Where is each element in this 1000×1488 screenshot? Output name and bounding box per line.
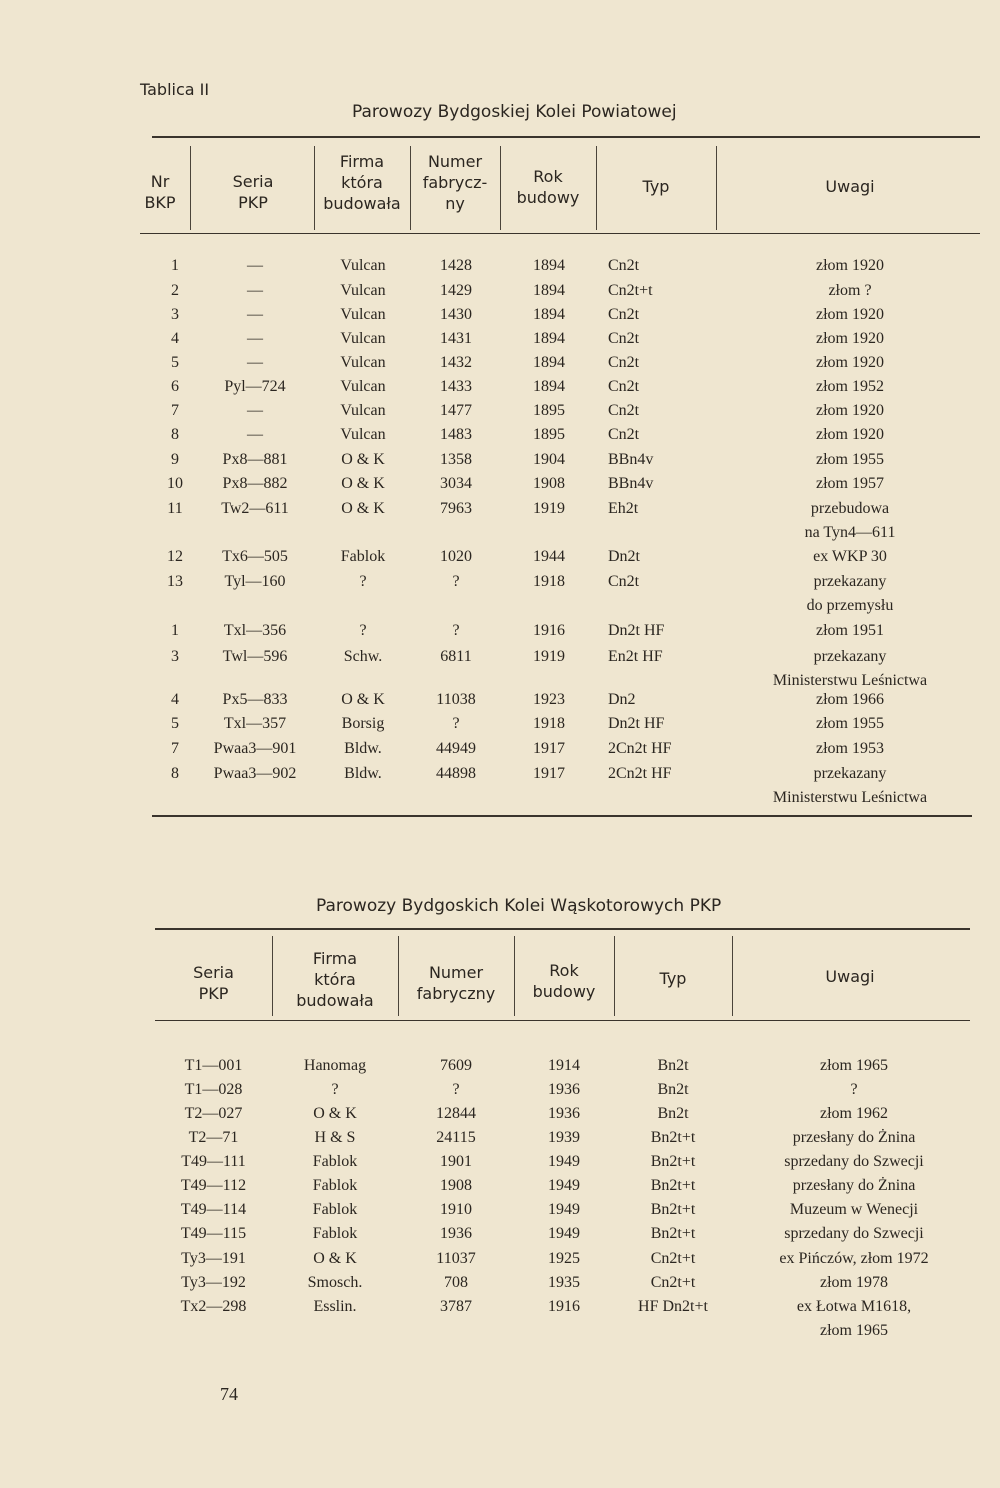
row-nr: 7 <box>171 740 179 757</box>
row-typ: Dn2t <box>608 548 640 565</box>
row-firma: Smosch. <box>307 1274 363 1291</box>
row-firma: Schw. <box>343 648 383 665</box>
row-uwagi: złom 1920 <box>816 426 884 443</box>
row-firma: Vulcan <box>340 402 386 419</box>
row-rok: 1918 <box>533 573 565 590</box>
row-uwagi: złom 1978 <box>820 1274 888 1291</box>
row-numer: 12844 <box>436 1105 476 1122</box>
row-typ: Cn2t <box>608 426 640 443</box>
row-seria: Pwaa3—901 <box>213 740 297 757</box>
row-rok: 1914 <box>548 1057 580 1074</box>
row-nr: 8 <box>171 426 179 443</box>
row-rok: 1894 <box>533 330 565 347</box>
row-nr: 3 <box>171 306 179 323</box>
row-numer: 708 <box>444 1274 468 1291</box>
row-typ: Dn2t HF <box>608 715 665 732</box>
row-seria: — <box>247 354 263 371</box>
row-seria: Twl—596 <box>222 648 288 665</box>
row-firma: Esslin. <box>313 1298 357 1315</box>
row-rok: 1939 <box>548 1129 580 1146</box>
table1-col-divider <box>716 146 717 230</box>
row-typ: Cn2t <box>608 354 640 371</box>
row-numer: 11038 <box>436 691 476 708</box>
row-typ: HF Dn2t+t <box>638 1298 708 1315</box>
row-numer: ? <box>452 622 460 639</box>
row-firma: O & K <box>313 1250 357 1267</box>
table2-header-rule <box>155 1020 970 1021</box>
row-numer: 11037 <box>436 1250 476 1267</box>
row-seria: — <box>247 257 263 274</box>
row-firma: ? <box>331 1081 339 1098</box>
row-numer: 1908 <box>440 1177 472 1194</box>
row-typ: Bn2t+t <box>650 1177 696 1194</box>
row-typ: Bn2t+t <box>650 1153 696 1170</box>
row-uwagi: ex Łotwa M1618, złom 1965 <box>796 1298 912 1339</box>
row-typ: Bn2t+t <box>650 1201 696 1218</box>
table1-header-rule <box>140 233 980 234</box>
row-rok: 1916 <box>548 1298 580 1315</box>
table2-header-numer: Numer fabryczny <box>416 963 496 1003</box>
row-rok: 1944 <box>533 548 565 565</box>
row-typ: Cn2t <box>608 306 640 323</box>
table1-header-numer: Numer fabrycz- ny <box>422 152 488 213</box>
row-rok: 1925 <box>548 1250 580 1267</box>
row-uwagi: przesłany do Żnina <box>792 1177 916 1194</box>
row-nr: 5 <box>171 715 179 732</box>
row-uwagi: przekazany Ministerstwu Leśnictwa <box>772 648 928 689</box>
row-typ: Bn2t+t <box>650 1225 696 1242</box>
row-numer: 3034 <box>440 475 472 492</box>
row-rok: 1916 <box>533 622 565 639</box>
row-rok: 1895 <box>533 402 565 419</box>
row-typ: Cn2t <box>608 257 640 274</box>
table2-header-seria: Seria PKP <box>193 963 234 1003</box>
row-typ: Bn2t <box>657 1105 689 1122</box>
row-uwagi: złom ? <box>828 282 872 299</box>
table1-header-seria: Seria PKP <box>232 172 274 212</box>
row-rok: 1949 <box>548 1225 580 1242</box>
row-uwagi: przekazany Ministerstwu Leśnictwa <box>772 765 928 806</box>
row-rok: 1895 <box>533 426 565 443</box>
row-firma: O & K <box>341 500 385 517</box>
table1-header-rok: Rok budowy <box>516 167 580 207</box>
row-typ: Cn2t <box>608 330 640 347</box>
table1-bottom-rule <box>152 815 972 817</box>
row-numer: ? <box>452 1081 460 1098</box>
table1-title: Parowozy Bydgoskiej Kolei Powiatowej <box>352 102 677 122</box>
row-firma: O & K <box>341 451 385 468</box>
row-numer: 1910 <box>440 1201 472 1218</box>
row-nr: 10 <box>167 475 183 492</box>
row-uwagi: złom 1951 <box>816 622 884 639</box>
table1-header-typ: Typ <box>642 177 670 196</box>
row-rok: 1904 <box>533 451 565 468</box>
row-seria: Txl—356 <box>223 622 287 639</box>
row-uwagi: złom 1920 <box>816 306 884 323</box>
row-rok: 1919 <box>533 500 565 517</box>
row-seria: T2—71 <box>188 1129 239 1146</box>
row-typ: Cn2t+t <box>650 1274 696 1291</box>
row-uwagi: złom 1962 <box>820 1105 888 1122</box>
row-uwagi: sprzedany do Szwecji <box>784 1225 924 1242</box>
row-seria: T1—028 <box>184 1081 243 1098</box>
row-seria: T1—001 <box>184 1057 243 1074</box>
row-seria: T2—027 <box>184 1105 243 1122</box>
row-seria: — <box>247 330 263 347</box>
row-uwagi: sprzedany do Szwecji <box>784 1153 924 1170</box>
row-typ: Bn2t <box>657 1081 689 1098</box>
row-nr: 13 <box>167 573 183 590</box>
row-typ: Cn2t <box>608 402 640 419</box>
row-rok: 1949 <box>548 1153 580 1170</box>
row-nr: 4 <box>171 691 179 708</box>
row-rok: 1919 <box>533 648 565 665</box>
row-firma: Vulcan <box>340 378 386 395</box>
row-rok: 1918 <box>533 715 565 732</box>
row-numer: 1432 <box>440 354 472 371</box>
row-nr: 3 <box>171 648 179 665</box>
page-number: 74 <box>220 1384 238 1404</box>
row-firma: Fablok <box>312 1201 358 1218</box>
row-firma: O & K <box>313 1105 357 1122</box>
row-uwagi: przebudowa na Tyn4—611 <box>804 500 896 541</box>
row-seria: Ty3—192 <box>181 1274 246 1291</box>
row-seria: Px8—881 <box>222 451 288 468</box>
row-firma: Vulcan <box>340 330 386 347</box>
row-rok: 1923 <box>533 691 565 708</box>
row-seria: Px8—882 <box>222 475 288 492</box>
row-firma: Vulcan <box>340 426 386 443</box>
row-seria: Tw2—611 <box>221 500 289 517</box>
row-typ: Dn2 <box>608 691 636 708</box>
row-firma: ? <box>359 573 367 590</box>
row-numer: 3787 <box>440 1298 472 1315</box>
table-label: Tablica II <box>140 80 210 99</box>
table2-header-typ: Typ <box>659 969 687 988</box>
row-seria: T49—112 <box>180 1177 247 1194</box>
table2-col-divider <box>732 936 733 1016</box>
table2-top-rule <box>155 928 970 930</box>
row-numer: 7609 <box>440 1057 472 1074</box>
row-firma: Vulcan <box>340 306 386 323</box>
row-seria: Txl—357 <box>223 715 287 732</box>
row-uwagi: Muzeum w Wenecji <box>789 1201 919 1218</box>
row-numer: 1433 <box>440 378 472 395</box>
table1-header-nr: Nr BKP <box>144 172 176 212</box>
row-uwagi: złom 1955 <box>816 715 884 732</box>
row-numer: 1483 <box>440 426 472 443</box>
row-uwagi: przekazany do przemysłu <box>806 573 894 614</box>
table1-top-rule <box>152 136 980 138</box>
row-seria: T49—114 <box>180 1201 247 1218</box>
row-nr: 8 <box>171 765 179 782</box>
row-typ: BBn4v <box>608 475 654 492</box>
row-numer: 1020 <box>440 548 472 565</box>
row-typ: Cn2t <box>608 573 640 590</box>
table1-header-firma: Firma która budowała <box>323 152 401 213</box>
row-typ: Eh2t <box>608 500 639 517</box>
row-seria: — <box>247 402 263 419</box>
row-nr: 9 <box>171 451 179 468</box>
table2-header-rok: Rok budowy <box>532 961 596 1001</box>
row-rok: 1894 <box>533 378 565 395</box>
row-firma: Fablok <box>312 1153 358 1170</box>
row-numer: 44949 <box>436 740 476 757</box>
row-typ: En2t HF <box>608 648 663 665</box>
row-nr: 1 <box>171 257 179 274</box>
row-firma: Vulcan <box>340 354 386 371</box>
row-numer: 1358 <box>440 451 472 468</box>
row-uwagi: ex Pińczów, złom 1972 <box>779 1250 929 1267</box>
row-seria: T49—115 <box>180 1225 247 1242</box>
row-rok: 1908 <box>533 475 565 492</box>
row-rok: 1917 <box>533 740 565 757</box>
row-nr: 7 <box>171 402 179 419</box>
row-seria: — <box>247 306 263 323</box>
row-firma: O & K <box>341 475 385 492</box>
row-firma: Bldw. <box>344 765 382 782</box>
row-seria: Px5—833 <box>222 691 288 708</box>
row-numer: ? <box>452 715 460 732</box>
row-firma: H & S <box>314 1129 356 1146</box>
row-uwagi: złom 1965 <box>820 1057 888 1074</box>
row-seria: Pyl—724 <box>224 378 286 395</box>
row-typ: 2Cn2t HF <box>608 765 672 782</box>
row-seria: Ty3—191 <box>181 1250 246 1267</box>
row-seria: T49—111 <box>181 1153 246 1170</box>
row-uwagi: ? <box>850 1081 858 1098</box>
row-uwagi: złom 1952 <box>816 378 884 395</box>
row-typ: Cn2t <box>608 378 640 395</box>
row-typ: Cn2t+t <box>608 282 653 299</box>
row-numer: 44898 <box>436 765 476 782</box>
row-uwagi: ex WKP 30 <box>813 548 887 565</box>
table2-header-uwagi: Uwagi <box>825 967 875 986</box>
row-firma: Vulcan <box>340 257 386 274</box>
row-typ: Dn2t HF <box>608 622 665 639</box>
row-uwagi: złom 1953 <box>816 740 884 757</box>
row-numer: 6811 <box>440 648 472 665</box>
row-firma: Borsig <box>341 715 385 732</box>
row-seria: Tx2—298 <box>180 1298 247 1315</box>
row-rok: 1935 <box>548 1274 580 1291</box>
row-firma: ? <box>359 622 367 639</box>
row-nr: 1 <box>171 622 179 639</box>
row-uwagi: złom 1920 <box>816 354 884 371</box>
row-rok: 1949 <box>548 1177 580 1194</box>
row-numer: 1901 <box>440 1153 472 1170</box>
row-uwagi: złom 1955 <box>816 451 884 468</box>
table1-header-uwagi: Uwagi <box>825 177 875 196</box>
row-firma: Vulcan <box>340 282 386 299</box>
row-numer: 1477 <box>440 402 472 419</box>
row-firma: O & K <box>341 691 385 708</box>
row-rok: 1917 <box>533 765 565 782</box>
row-firma: Hanomag <box>303 1057 367 1074</box>
row-seria: Tyl—160 <box>224 573 286 590</box>
row-nr: 4 <box>171 330 179 347</box>
row-uwagi: złom 1920 <box>816 402 884 419</box>
row-numer: 24115 <box>436 1129 476 1146</box>
row-firma: Fablok <box>340 548 386 565</box>
row-numer: ? <box>452 573 460 590</box>
row-numer: 1428 <box>440 257 472 274</box>
row-nr: 5 <box>171 354 179 371</box>
row-nr: 12 <box>167 548 183 565</box>
table2-header-firma: Firma która budowała <box>296 949 374 1010</box>
row-nr: 6 <box>171 378 179 395</box>
row-rok: 1894 <box>533 282 565 299</box>
row-numer: 1936 <box>440 1225 472 1242</box>
row-typ: BBn4v <box>608 451 654 468</box>
row-numer: 1429 <box>440 282 472 299</box>
row-seria: Tx6—505 <box>222 548 288 565</box>
row-typ: 2Cn2t HF <box>608 740 672 757</box>
row-firma: Fablok <box>312 1225 358 1242</box>
row-firma: Fablok <box>312 1177 358 1194</box>
row-firma: Bldw. <box>344 740 382 757</box>
row-seria: Pwaa3—902 <box>213 765 297 782</box>
row-seria: — <box>247 426 263 443</box>
row-rok: 1936 <box>548 1105 580 1122</box>
row-rok: 1894 <box>533 354 565 371</box>
row-rok: 1936 <box>548 1081 580 1098</box>
row-uwagi: złom 1957 <box>816 475 884 492</box>
row-rok: 1894 <box>533 257 565 274</box>
row-nr: 11 <box>167 500 183 517</box>
row-numer: 1431 <box>440 330 472 347</box>
row-typ: Bn2t+t <box>650 1129 696 1146</box>
table1-col-divider <box>190 146 191 230</box>
row-uwagi: przesłany do Żnina <box>792 1129 916 1146</box>
row-rok: 1894 <box>533 306 565 323</box>
row-uwagi: złom 1966 <box>816 691 884 708</box>
row-uwagi: złom 1920 <box>816 330 884 347</box>
row-uwagi: złom 1920 <box>816 257 884 274</box>
row-typ: Bn2t <box>657 1057 689 1074</box>
row-seria: — <box>247 282 263 299</box>
row-nr: 2 <box>171 282 179 299</box>
row-numer: 1430 <box>440 306 472 323</box>
row-numer: 7963 <box>440 500 472 517</box>
row-typ: Cn2t+t <box>650 1250 696 1267</box>
table2-title: Parowozy Bydgoskich Kolei Wąskotorowych PKP <box>316 896 722 916</box>
row-rok: 1949 <box>548 1201 580 1218</box>
